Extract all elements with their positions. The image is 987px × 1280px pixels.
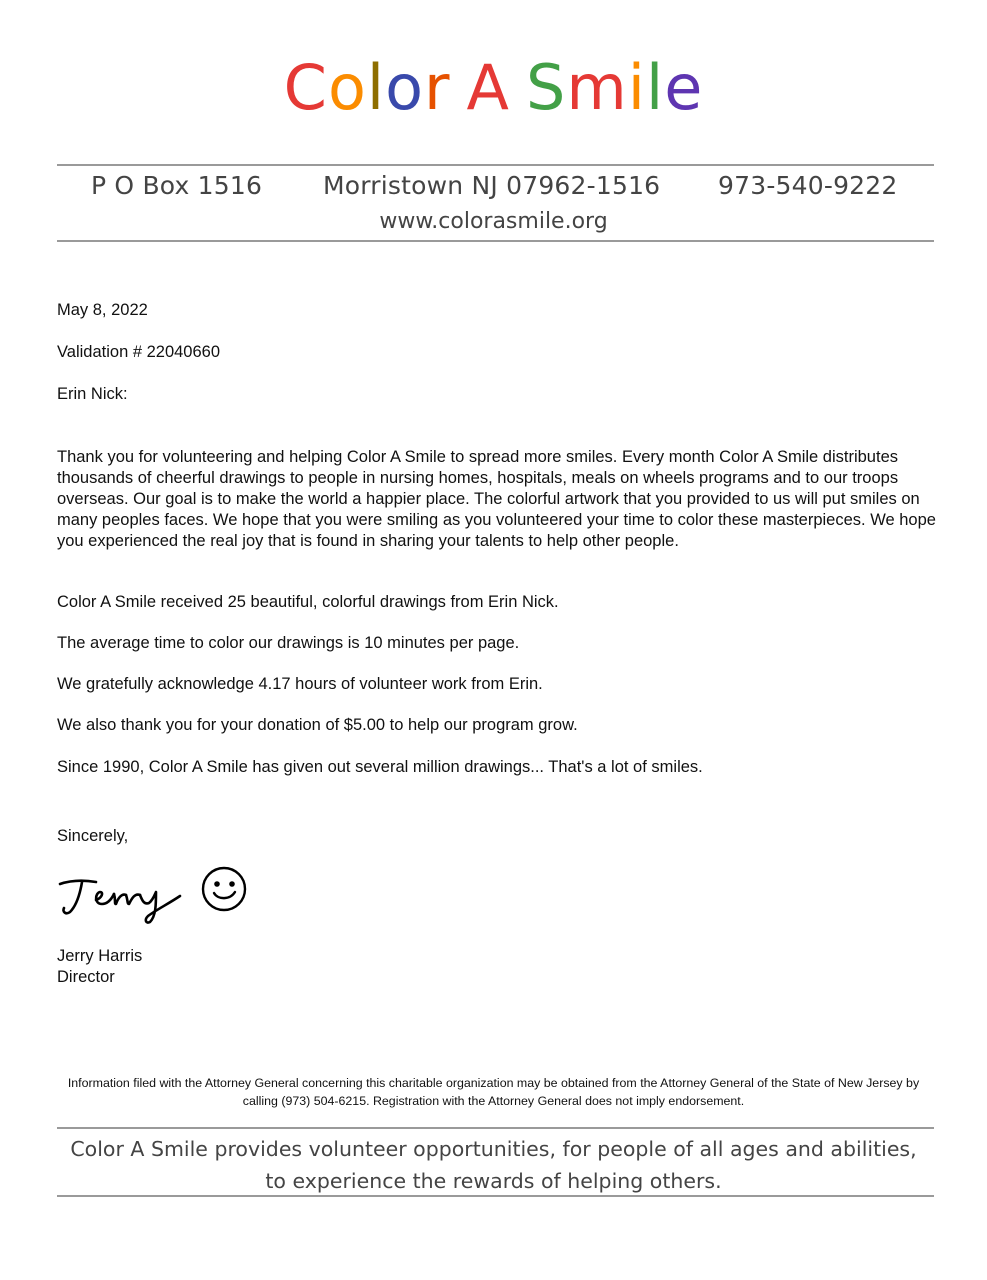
drawings-received: Color A Smile received 25 beautiful, colorful drawings from Erin Nick.: [57, 593, 559, 611]
logo-letter: A: [466, 51, 510, 124]
logo-letter: e: [664, 51, 704, 124]
tagline-line-1: Color A Smile provides volunteer opportunities, for people of all ages and abilities,: [70, 1137, 917, 1161]
donation-thanks: We also thank you for your donation of $5.00 to help our program grow.: [57, 716, 578, 734]
handwritten-signature: [52, 860, 262, 935]
po-box: P O Box 1516: [91, 171, 263, 200]
logo-letter: r: [424, 51, 451, 124]
logo-letter: o: [385, 51, 425, 124]
signer-title: Director: [57, 968, 115, 986]
intro-paragraph: Thank you for volunteering and helping Color A Smile to spread more smiles. Every month Color A Smile distributes thousands of cheerful drawings to people in nursing homes, hospitals, meals on wheels programs and to our troops overseas. Our goal is to make the world a happier place. The colorful artwork that you provided to us will put smiles on many peoples faces. We hope that you were smiling as you volunteered your time to color these masterpieces. We hope you experienced the real joy that is found in sharing your talents to help other people.: [57, 448, 936, 550]
validation-number: Validation # 22040660: [57, 343, 221, 361]
signer-name: Jerry Harris: [57, 947, 143, 965]
city-state-zip: Morristown NJ 07962-1516: [323, 171, 661, 200]
attorney-general-disclaimer: Information filed with the Attorney General concerning this charitable organization may be obtained from the Attorney General of the State of New Jersey by calling (973) 504-6215. Registration with the Attorney General does not imply endorsement.: [67, 1076, 920, 1108]
footer-bottom-rule: [57, 1195, 934, 1197]
header-top-rule: [57, 164, 934, 166]
header-bottom-rule: [57, 240, 934, 242]
color-a-smile-logo: [0, 52, 987, 124]
footer-tagline: [0, 1133, 987, 1197]
since-1990: Since 1990, Color A Smile has given out several million drawings... That's a lot of smiles.: [57, 758, 703, 776]
logo-letter: o: [327, 51, 367, 124]
salutation: Erin Nick:: [57, 385, 128, 403]
phone-number: 973-540-9222: [718, 171, 898, 200]
logo-letter: l: [366, 51, 386, 124]
average-time: The average time to color our drawings is 10 minutes per page.: [57, 634, 520, 652]
logo-letter: l: [645, 51, 665, 124]
logo-letter: i: [627, 51, 646, 124]
volunteer-hours: We gratefully acknowledge 4.17 hours of volunteer work from Erin.: [57, 675, 543, 693]
website-link[interactable]: www.colorasmile.org: [379, 209, 608, 234]
letter-date: May 8, 2022: [57, 301, 148, 319]
logo-letter: S: [525, 51, 567, 124]
smiley-icon: [203, 868, 245, 910]
tagline-line-2: to experience the rewards of helping others.: [265, 1169, 722, 1193]
logo-letter: [451, 52, 467, 124]
footer-top-rule: [57, 1127, 934, 1129]
logo-letter: [510, 52, 526, 124]
logo-letter: m: [566, 51, 628, 124]
logo-letter: C: [283, 51, 328, 124]
closing: Sincerely,: [57, 827, 129, 845]
